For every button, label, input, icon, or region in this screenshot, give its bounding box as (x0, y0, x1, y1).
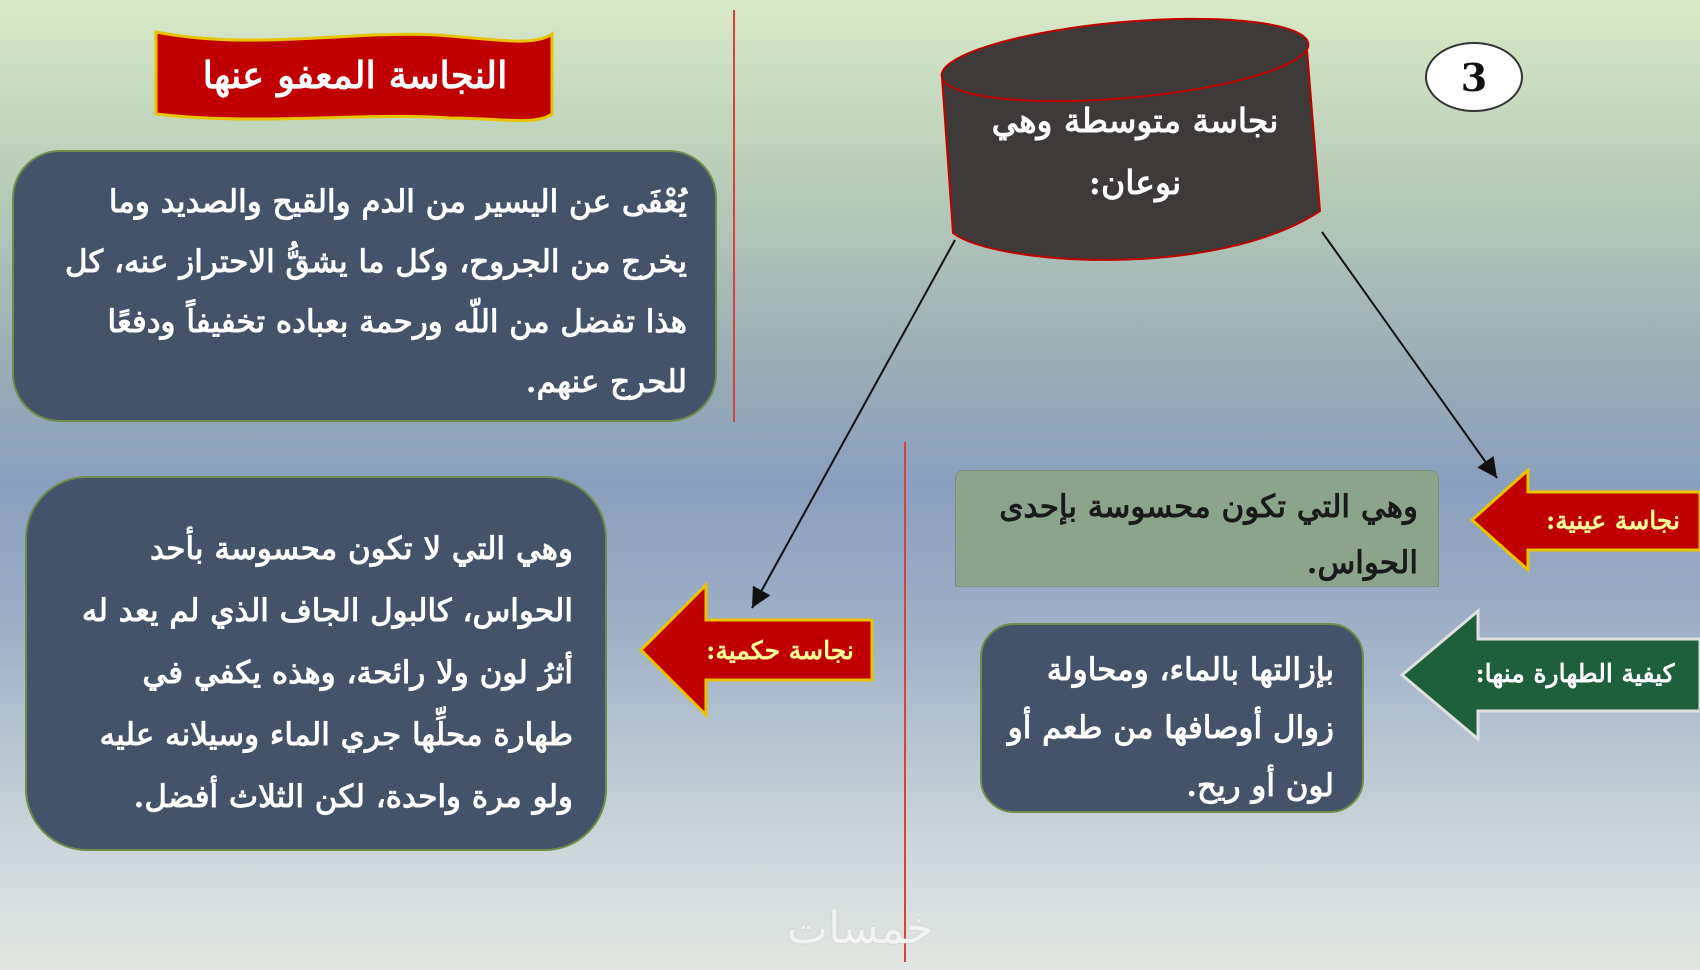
pardoned-impurity-text: يُعْفَى عن اليسير من الدم والقيح والصديد وما يخرج من الجروح، وكل ما يشقُّ الاحتراز عنه، كل هذا تفضل من اللّه ورحمة بعباده تخفيفاً ودفعًا للحرج عنهم. (64, 184, 687, 400)
physical-impurity-label: نجاسة عينية: (1546, 505, 1680, 535)
slide-title: النجاسة المعفو عنها (202, 53, 508, 97)
legal-impurity-label: نجاسة حكمية: (706, 635, 854, 665)
legal-impurity-box (25, 476, 607, 851)
purification-text: بإزالتها بالماء، ومحاولة زوال أوصافها من طعم أو لون أو ريح. (1007, 652, 1334, 804)
slide-number-badge: 3 (1425, 42, 1523, 112)
purification-box (980, 623, 1364, 813)
center-topic-text: نجاسة متوسطة وهي نوعان: (991, 101, 1279, 202)
arrow-to-physical (1322, 232, 1497, 478)
purification-label: كيفية الطهارة منها: (1475, 658, 1675, 688)
arrow-to-legal (752, 240, 955, 608)
physical-impurity-description (955, 470, 1439, 587)
physical-description-text: وهي التي تكون محسوسة بإحدى الحواس. (999, 489, 1418, 581)
legal-description-text: وهي التي لا تكون محسوسة بأحد الحواس، كالبول الجاف الذي لم يعد له أثرُ لون ولا رائحة، وهذه يكفي في طهارة محلِّها جري الماء وسيلانه عليه ولو مرة واحدة، لكن الثلاث أفضل. (81, 531, 573, 815)
watermark-logo: خمسات (786, 902, 934, 954)
pardoned-impurity-box (12, 150, 717, 422)
